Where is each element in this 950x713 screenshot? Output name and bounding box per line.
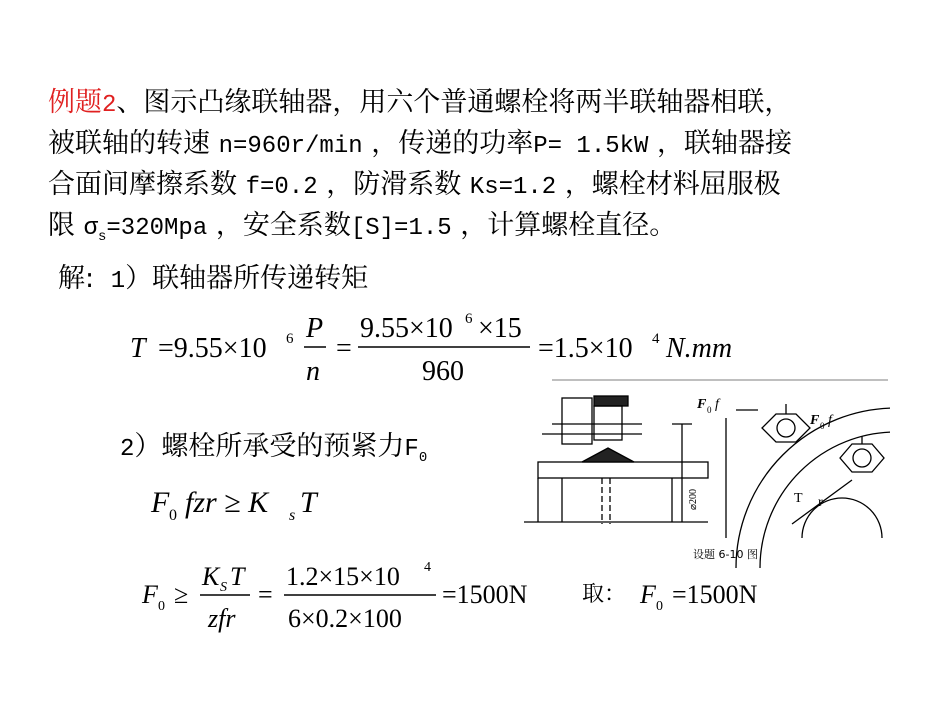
solution-heading [58, 256, 368, 295]
antislip-value: Ks=1.2 [469, 174, 557, 201]
eq3-eq: = [258, 580, 273, 609]
eq3-take: 取： [582, 582, 627, 607]
example-label: 例题 [48, 87, 102, 118]
eq3-sub2: 0 [656, 599, 663, 614]
f0-symbol: F [404, 436, 419, 463]
problem-text: 合面间摩擦系数 [48, 169, 237, 200]
eq2-sub: 0 [169, 507, 177, 524]
step-2-heading [120, 424, 427, 466]
fig-diameter-label: ⌀200 [688, 488, 699, 510]
problem-text: ，安全系数 [215, 210, 351, 241]
problem-text: ，传递的功率 [371, 128, 534, 159]
f0-subscript: 0 [418, 450, 428, 466]
problem-line-3 [48, 166, 928, 207]
eq3-num2-exp: 4 [424, 560, 431, 575]
problem-text: 被联轴的转速 [48, 128, 210, 159]
eq1-coeff: =9.55×10 [158, 333, 267, 364]
power-value: P= 1.5kW [533, 133, 649, 160]
fig-f0f-sub-2: 0 [820, 421, 825, 431]
eq1-num-tail: ×15 [478, 313, 522, 344]
yield-value: =320Mpa [106, 215, 208, 242]
eq3-sub: 0 [158, 599, 165, 614]
fig-f0f-f-2: f [828, 413, 832, 428]
eq1-equals: = [336, 333, 352, 364]
step-text: ）联轴器所传递转矩 [125, 263, 369, 294]
eq3-K: K [202, 562, 220, 591]
solution-label: 解: [58, 263, 95, 294]
eq1-exp: 6 [286, 331, 294, 347]
speed-value: n=960r/min [218, 133, 363, 160]
fig-r-label: r [818, 495, 823, 510]
friction-value: f=0.2 [245, 174, 318, 201]
eq3-F: F [142, 580, 158, 609]
problem-text: ，螺栓材料屈服极 [564, 169, 781, 200]
eq1-res-exp: 4 [652, 331, 660, 347]
eq1-den: 960 [422, 356, 464, 387]
step-number: 2 [120, 436, 135, 463]
eq1-result: =1.5×10 [538, 333, 633, 364]
fig-T-label: T [794, 491, 803, 506]
eq2-ks-sub: s [289, 507, 296, 524]
eq1-unit: N.mm [666, 333, 733, 364]
problem-line-1 [48, 84, 928, 125]
eq3-ge: ≥ [174, 580, 189, 609]
eq1-n: n [306, 356, 320, 387]
eq3-result2: =1500N [672, 580, 758, 609]
eq3-result: =1500N [442, 580, 528, 609]
coupling-figure [522, 378, 890, 568]
friction-inequality [145, 478, 345, 528]
preload-equation [138, 555, 798, 645]
safety-value: [S]=1.5 [350, 215, 452, 242]
eq3-S: S [220, 580, 227, 595]
fig-f0f-F-2: F [810, 413, 820, 428]
step-number: 1 [110, 268, 126, 295]
problem-line-2 [48, 125, 928, 166]
fig-f0f-f: f [715, 397, 719, 412]
eq1-P: P [306, 313, 324, 344]
problem-text: 、图示凸缘联轴器，用六个普通螺栓将两半联轴器相联， [116, 87, 792, 118]
eq2-F: F [151, 486, 170, 519]
eq3-T: T [230, 562, 245, 591]
problem-text: ，防滑系数 [326, 169, 462, 200]
problem-line-4 [48, 207, 928, 256]
sigma-symbol: σ [83, 215, 98, 242]
eq3-den2: 6×0.2×100 [288, 604, 402, 633]
eq1-num: 9.55×10 [360, 313, 453, 344]
step-text: ）螺栓所承受的预紧力 [134, 431, 405, 462]
fig-f0f-sub: 0 [707, 405, 712, 415]
eq1-T: T [130, 333, 146, 364]
eq1-num-exp: 6 [465, 311, 473, 327]
problem-text: 限 [48, 210, 75, 241]
eq2-lhs: fzr ≥ K [185, 486, 269, 519]
fig-f0f-F: F [697, 397, 707, 412]
eq3-den: zfr [208, 604, 236, 633]
problem-statement [48, 84, 928, 256]
sigma-subscript: s [98, 229, 107, 245]
eq3-num2: 1.2×15×10 [286, 562, 400, 591]
example-number: 2 [102, 92, 117, 119]
eq3-F2: F [640, 580, 656, 609]
eq2-T: T [300, 486, 317, 519]
problem-text: ，联轴器接 [657, 128, 793, 159]
figure-caption: 设题 6-10 图 [693, 548, 758, 561]
problem-text: ，计算螺栓直径。 [460, 210, 677, 241]
